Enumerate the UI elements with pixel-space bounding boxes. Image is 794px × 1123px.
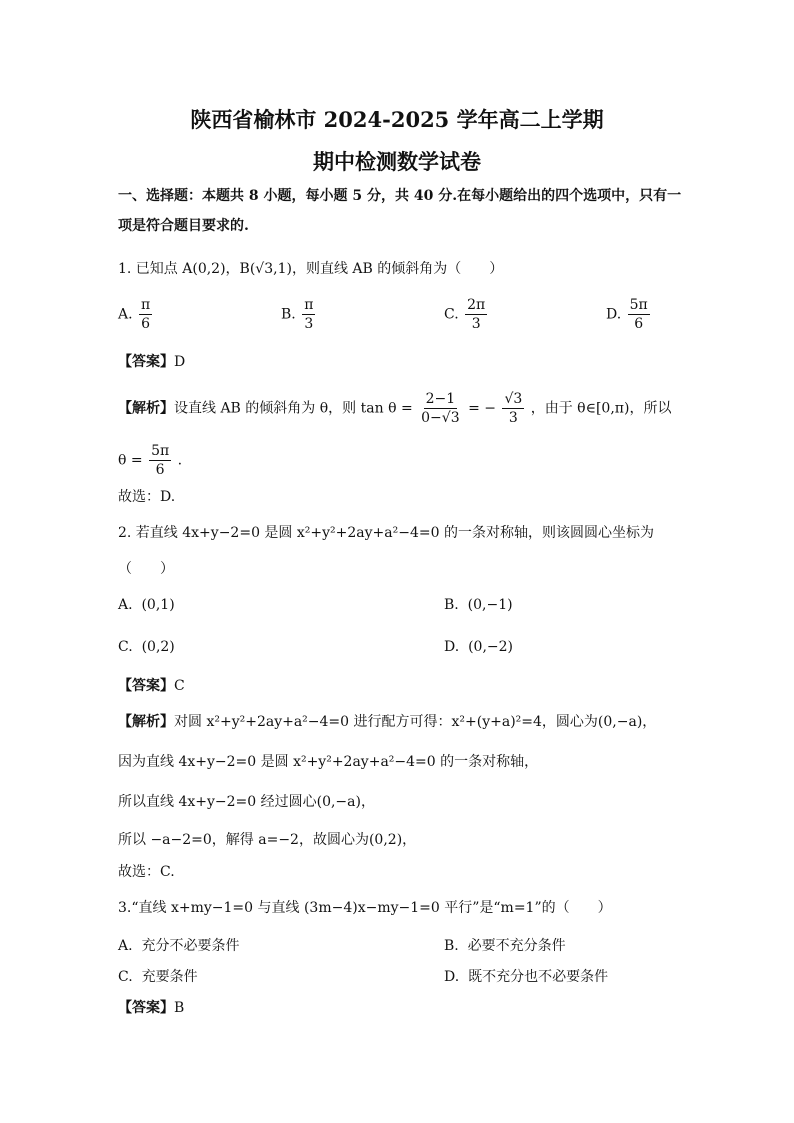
fraction-denominator: 6: [141, 316, 151, 332]
q2-option-c: [118, 639, 175, 655]
title-line2: 期中检测数学试卷: [313, 149, 481, 174]
q2-option-a: [118, 597, 175, 613]
analysis-tag: 【解析】: [118, 400, 174, 417]
fraction-denominator: 6: [634, 316, 644, 332]
q1-choose: [118, 487, 175, 507]
q3-stem: 3.“直线 x+my−1=0 与直线 (3m−4)x−my−1=0 平行”是“m=1”的（ ）: [118, 900, 612, 916]
fraction-numerator: 2−1: [425, 391, 456, 407]
fraction-numerator: π: [304, 297, 314, 313]
fraction-numerator: 5π: [629, 297, 648, 313]
fraction-numerator: 5π: [151, 443, 170, 459]
q3-option-c: [118, 966, 198, 986]
q3-option-a: [118, 935, 239, 955]
q2-choose: [118, 862, 175, 882]
option-text: 充分不必要条件: [141, 938, 240, 954]
option-label: C.: [118, 639, 133, 655]
section-heading-line1: 一、选择题：本题共 8 小题，每小题 5 分，共 40 分.在每小题给出的四个选项中，只有一: [118, 188, 682, 204]
option-text: 既不充分也不必要条件: [468, 969, 609, 985]
q2-option-d: [444, 639, 513, 655]
option-label: B.: [444, 597, 459, 613]
analysis-tag: 【解析】: [118, 714, 174, 730]
answer-tag: 【答案】: [118, 354, 174, 370]
q2-analysis-line2: 因为直线 4x+y−2=0 是圆 x²+y²+2ay+a²−4=0 的一条对称轴，: [118, 754, 539, 770]
fraction-denominator: 0−√3: [421, 410, 460, 426]
option-text: 必要不充分条件: [467, 938, 566, 954]
analysis-text: 设直线 AB 的倾斜角为 θ，则 tan θ =: [174, 400, 413, 417]
analysis-text: 对圆 x²+y²+2ay+a²−4=0 进行配方可得：x²+(y+a)²=4，圆心为(0,−a)，: [174, 714, 657, 730]
fraction-denominator: 6: [155, 462, 165, 478]
option-text: (0,1): [141, 597, 175, 613]
choose-tag: 故选：: [118, 489, 160, 505]
title-line1: 陕西省榆林市 2024-2025 学年高二上学期: [190, 107, 604, 132]
answer-value: D: [174, 354, 186, 370]
analysis-fraction: [149, 442, 171, 479]
q2-option-b: [444, 597, 513, 613]
analysis-text: = −: [468, 400, 496, 417]
q3-option-d: [444, 966, 608, 986]
q1-answer: [118, 352, 185, 372]
q2-stem: 2. 若直线 4x+y−2=0 是圆 x²+y²+2ay+a²−4=0 的一条对称轴，则该圆圆心坐标为: [118, 525, 654, 541]
analysis-text: .: [177, 452, 183, 469]
option-label: A.: [118, 597, 133, 613]
answer-value: B: [174, 1000, 185, 1016]
answer-tag: 【答案】: [118, 678, 174, 694]
option-fraction: [465, 296, 487, 333]
fraction-numerator: 2π: [467, 297, 486, 313]
answer-tag: 【答案】: [118, 1000, 174, 1016]
option-text: (0,−2): [468, 639, 514, 655]
option-fraction: [628, 296, 650, 333]
option-text: (0,−1): [467, 597, 513, 613]
option-label: A.: [118, 306, 133, 323]
q2-analysis-line3: 所以直线 4x+y−2=0 经过圆心(0,−a)，: [118, 794, 375, 810]
q2-analysis-line4: 所以 −a−2=0，解得 a=−2，故圆心为(0,2)，: [118, 832, 417, 848]
option-label: A.: [118, 938, 133, 954]
option-fraction: [302, 296, 315, 333]
q1-option-a: [118, 296, 154, 333]
section-heading-line2: 项是符合题目要求的.: [118, 218, 249, 234]
option-label: B.: [444, 938, 459, 954]
option-fraction: [139, 296, 152, 333]
analysis-fraction: [502, 390, 524, 427]
option-label: B.: [281, 306, 296, 323]
analysis-text: θ =: [118, 452, 143, 469]
analysis-text: ，由于 θ∈[0,π)，所以: [530, 400, 672, 417]
q3-option-b: [444, 935, 566, 955]
q2-answer: [118, 676, 185, 696]
q1-option-b: [281, 296, 317, 333]
q3-answer: [118, 998, 184, 1018]
choose-value: D.: [160, 489, 176, 505]
q1-option-d: [606, 296, 652, 333]
option-label: D.: [444, 639, 460, 655]
q1-stem: 1. 已知点 A(0,2)，B(√3,1)，则直线 AB 的倾斜角为（ ）: [118, 261, 504, 277]
option-label: C.: [444, 306, 459, 323]
option-text: 充要条件: [141, 969, 198, 985]
choose-tag: 故选：: [118, 864, 160, 880]
fraction-denominator: 3: [304, 316, 314, 332]
q2-stem-tail: （ ）: [118, 561, 174, 577]
answer-value: C: [174, 678, 185, 694]
fraction-numerator: π: [141, 297, 151, 313]
fraction-numerator: √3: [504, 391, 523, 407]
q2-analysis-line1: [118, 712, 656, 732]
fraction-denominator: 3: [471, 316, 481, 332]
option-label: D.: [444, 969, 460, 985]
analysis-fraction: [419, 390, 461, 427]
choose-value: C.: [160, 864, 175, 880]
q1-option-c: [444, 296, 489, 333]
fraction-denominator: 3: [508, 410, 518, 426]
q1-analysis-line1: [118, 390, 671, 427]
q1-analysis-line2: [118, 442, 182, 479]
option-text: (0,2): [141, 639, 175, 655]
option-label: C.: [118, 969, 133, 985]
option-label: D.: [606, 306, 622, 323]
